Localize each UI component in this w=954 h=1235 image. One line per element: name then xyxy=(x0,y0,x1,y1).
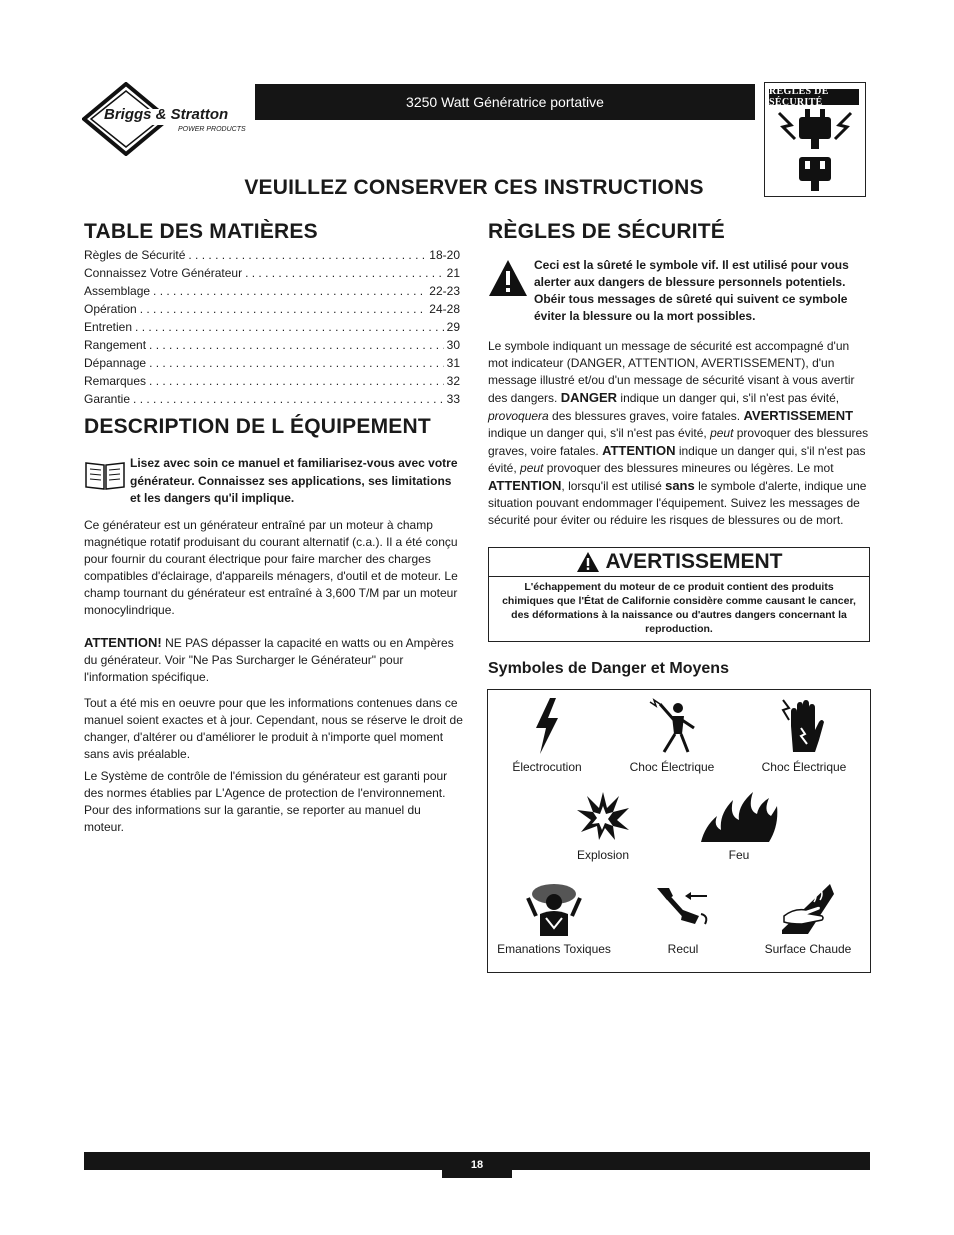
logo-brand-text: Briggs & Stratton xyxy=(104,106,229,123)
toc-item-page: 22-23 xyxy=(429,284,460,298)
toc-item-label: Remarques xyxy=(84,374,147,388)
briggs-stratton-logo xyxy=(82,82,254,156)
toc-item xyxy=(84,390,460,408)
toc-item-page: 31 xyxy=(446,356,460,370)
emission-paragraph: Le Système de contrôle de l'émission du générateur est garanti pour des normes établies par L'Agence de protection de l'environnement. Pour des informations sur la garantie, se reporter au manuel du moteur. xyxy=(84,769,448,834)
hazard-electric-shock-hand xyxy=(754,698,854,774)
document-title: 3250 Watt Génératrice portative xyxy=(406,94,604,110)
hazard-label: Explosion xyxy=(576,848,630,862)
hazard-label: Électrocution xyxy=(512,760,582,774)
toc-item xyxy=(84,246,460,264)
toc-item-label: Connaissez Votre Générateur xyxy=(84,266,243,280)
alert-triangle-icon xyxy=(488,259,528,302)
warning-box-header xyxy=(489,548,869,577)
manual-note: Lisez avec soin ce manuel et familiarisez-vous avec votre générateur. Connaissez ses applications, ses limitations et les dangers qu'il implique. xyxy=(130,456,458,505)
toc-item-page: 29 xyxy=(446,320,460,334)
warning-box xyxy=(488,547,870,642)
toc-item-label: Dépannage xyxy=(84,356,147,370)
hazard-symbols-heading: Symboles de Danger et Moyens xyxy=(488,660,729,677)
warning-box-text: L'échappement du moteur de ce produit contient des produits chimiques que l'État de Californie considère comme causant le cancer, des déformations à la naissance ou d'autres dangers concernant la reproduction. xyxy=(502,581,856,635)
toc-list xyxy=(84,246,460,408)
toc-item-label: Garantie xyxy=(84,392,131,406)
toc-item-label: Règles de Sécurité xyxy=(84,248,186,262)
explosion-icon xyxy=(575,790,631,842)
toc-item xyxy=(84,282,460,300)
logo-subtitle: POWER PRODUCTS xyxy=(178,126,246,133)
safety-rules-tag: RÈGLES DE SÉCURITÉ xyxy=(769,89,859,105)
toc-item-page: 30 xyxy=(446,338,460,352)
book-icon xyxy=(84,459,126,496)
shocked-hand-icon xyxy=(779,698,829,754)
toc-item-label: Entretien xyxy=(84,320,133,334)
toc-item-page: 32 xyxy=(446,374,460,388)
hazard-fire xyxy=(684,790,794,862)
toc-item xyxy=(84,300,460,318)
hazard-label: Emanations Toxiques xyxy=(497,942,611,956)
toc-item xyxy=(84,336,460,354)
hazard-explosion xyxy=(558,790,648,862)
toc-item-page: 18-20 xyxy=(429,248,460,262)
document-title-bar xyxy=(255,84,755,120)
lightning-bolt-icon xyxy=(532,698,562,754)
toxic-fumes-icon xyxy=(526,882,582,936)
description-paragraph: Ce générateur est un générateur entraîné par un moteur à champ magnétique rotatif produisant du courant alternatif (c.a.). Il a été conçu pour fournir du courant électrique pour faire marcher des charges compatibles d'éclairage, d'appareils ménagers, d'outil et de moteur. Le champ tournant du générateur est entraîné à 3,600 T/M par un moteur monocylindrique. xyxy=(84,518,458,617)
hazard-label: Choc Électrique xyxy=(761,760,847,774)
toc-item-page: 24-28 xyxy=(429,302,460,316)
warning-box-title: AVERTISSEMENT xyxy=(605,550,783,573)
page-number: 18 xyxy=(442,1152,512,1178)
toc-item-label: Rangement xyxy=(84,338,147,352)
attention-text: NE PAS dépasser la capacité en watts ou en Ampères du générateur. Voir "Ne Pas Surcharger le Générateur" pour l'information spécifique. xyxy=(84,636,454,684)
flame-icon xyxy=(699,790,779,842)
hazard-symbols-panel xyxy=(487,689,871,973)
signal-word-paragraph: Le symbole indiquant un message de sécurité est accompagné d'un mot indicateur (DANGER, ATTENTION, AVERTISSEMENT), d'un message illustré et/ou d'un message de sécurité visant à vous avertir des dangers. DANGER indique un danger qui, s'il n'est pas évité, provoquera des blessures graves, voire fatales. AVERTISSEMENT indique un danger qui, s'il n'est pas évité, peut provoquer des blessures graves, voire fatales. ATTENTION indique un danger qui, s'il n'est pas évité, peut provoquer des blessures mineures ou légères. Le mot ATTENTION, lorsqu'il est utilisé sans le symbole d'alerte, indique une situation pouvant endommager l'équipement. Suivez les messages de sécurité pour éviter ou réduire les risques de blessures ou de mort. xyxy=(488,339,869,527)
safety-heading: RÈGLES DE SÉCURITÉ xyxy=(488,220,725,243)
toc-item-page: 33 xyxy=(446,392,460,406)
accuracy-paragraph: Tout a été mis en oeuvre pour que les informations contenues dans ce manuel soient exactes et à jour. Cependant, nous se réserve le droit de changer, d'altérer ou d'améliorer le produit à n'importe quel moment sans avis préalable. xyxy=(84,696,463,761)
toc-item-label: Opération xyxy=(84,302,137,316)
toc-heading: TABLE DES MATIÈRES xyxy=(84,220,318,243)
toc-item xyxy=(84,354,460,372)
hazard-label: Choc Électrique xyxy=(629,760,715,774)
toc-item-label: Assemblage xyxy=(84,284,151,298)
hazard-hot-surface xyxy=(758,882,858,956)
keep-instructions-heading: VEUILLEZ CONSERVER CES INSTRUCTIONS xyxy=(244,176,704,199)
attention-label: ATTENTION! xyxy=(84,635,162,650)
toc-item-page: 21 xyxy=(446,266,460,280)
description-heading: DESCRIPTION DE L ÉQUIPEMENT xyxy=(84,415,431,438)
hazard-label: Feu xyxy=(728,848,750,862)
attention-paragraph xyxy=(84,634,464,686)
hazard-label: Recul xyxy=(667,942,699,956)
hazard-kickback xyxy=(638,882,728,956)
warning-triangle-icon xyxy=(576,551,600,573)
hazard-electrocution xyxy=(502,698,592,774)
hazard-toxic-fumes xyxy=(492,882,616,956)
safety-symbol-note: Ceci est la sûreté le symbole vif. Il est utilisé pour vous alerter aux dangers de blessure personnels potentiels. Obéir tous messages de sûreté qui suivent ce symbole éviter la blessure ou la mort possibles. xyxy=(534,258,849,323)
toc-item xyxy=(84,318,460,336)
hazard-electric-shock-person xyxy=(622,698,722,774)
hazard-label: Surface Chaude xyxy=(764,942,852,956)
shocked-person-icon xyxy=(644,698,700,754)
toc-item xyxy=(84,372,460,390)
kickback-icon xyxy=(655,882,711,936)
hot-surface-icon xyxy=(780,882,836,936)
toc-item xyxy=(84,264,460,282)
